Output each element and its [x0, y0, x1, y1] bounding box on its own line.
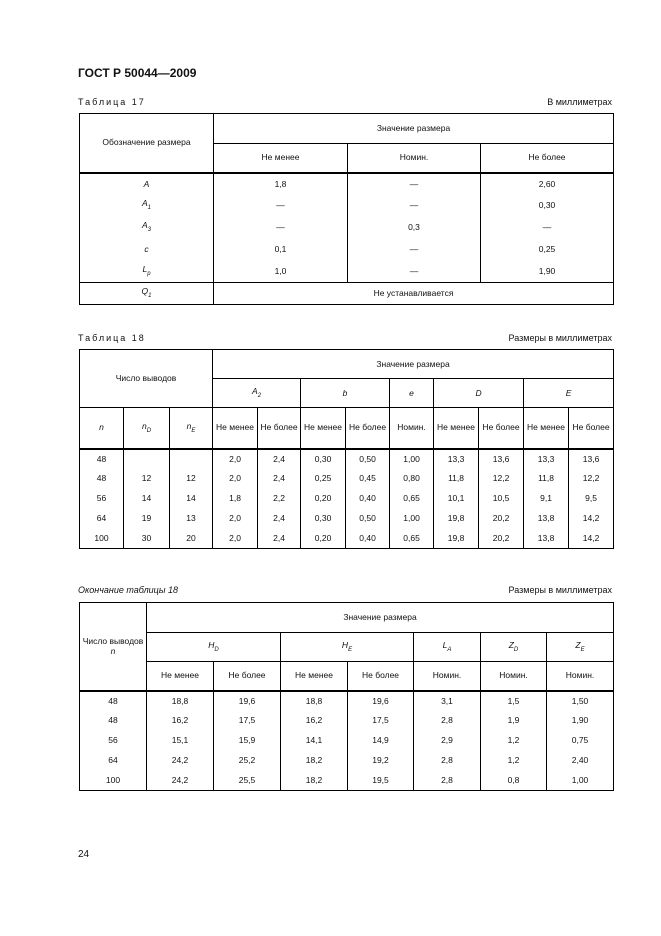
group-ZD-subscript: D [513, 646, 519, 653]
cell: 17,5 [348, 711, 414, 731]
cell: 18,2 [281, 771, 348, 791]
col-n: n [99, 422, 104, 433]
table18-value-header: Значение размера [213, 350, 614, 379]
table-row [80, 711, 614, 731]
cell: 100 [80, 529, 124, 549]
cell: 48 [80, 711, 147, 731]
table-row [80, 195, 614, 217]
group-e: e [409, 387, 414, 398]
cell: 30 [124, 529, 170, 549]
group-HD-subscript: D [214, 646, 219, 653]
group-ZE-subscript: E [580, 646, 585, 653]
group-A2-subscript: 2 [257, 392, 262, 399]
cell: 18,8 [147, 691, 214, 711]
cell: 0,3 [348, 217, 481, 239]
cell: 18,8 [281, 691, 348, 711]
max-header: Не более [258, 408, 301, 449]
group-LA-subscript: A [447, 646, 452, 653]
cell: 20,2 [479, 509, 524, 529]
table-17 [79, 113, 614, 305]
group-HE-subscript: E [348, 646, 353, 653]
min-header: Не менее [281, 662, 348, 691]
cell: 19,5 [348, 771, 414, 791]
max-header: Не более [346, 408, 390, 449]
cell: 25,2 [214, 751, 281, 771]
cell: — [348, 195, 481, 217]
cell: 0,80 [390, 469, 434, 489]
cell: 1,90 [481, 261, 614, 283]
table-row [80, 261, 614, 283]
nom-header: Номин. [414, 662, 481, 691]
cell: 14,9 [348, 731, 414, 751]
cell: 1,9 [481, 711, 547, 731]
max-header: Не более [348, 662, 414, 691]
cell: 48 [80, 449, 124, 469]
col-nD-subscript: D [146, 427, 152, 434]
nom-header: Номин. [390, 408, 434, 449]
cell: 15,9 [214, 731, 281, 751]
cell: 14,1 [281, 731, 348, 751]
cell: — [348, 261, 481, 283]
table-row [80, 449, 614, 469]
cell: 1,50 [547, 691, 614, 711]
table18b-units: Размеры в миллиметрах [508, 585, 612, 595]
page-number: 24 [78, 849, 90, 860]
cell: 2,2 [258, 489, 301, 509]
symbol-subscript: 1 [147, 205, 151, 212]
cell: 0,40 [346, 529, 390, 549]
cell: 1,90 [547, 711, 614, 731]
cell: 1,00 [390, 509, 434, 529]
cell: 24,2 [147, 771, 214, 791]
symbol-subscript: p [147, 271, 151, 277]
table-row [80, 489, 614, 509]
table-row [80, 529, 614, 549]
table-row [80, 751, 614, 771]
group-ZE: Z [575, 639, 581, 650]
table-row [80, 771, 614, 791]
cell: 2,40 [547, 751, 614, 771]
symbol: A [143, 178, 150, 189]
group-LA: L [442, 639, 448, 650]
cell: 13,8 [524, 509, 569, 529]
cell: 3,1 [414, 691, 481, 711]
cell: 16,2 [281, 711, 348, 731]
min-header: Не менее [213, 408, 258, 449]
cell: 10,1 [434, 489, 479, 509]
table18b-body [80, 691, 614, 791]
cell: 14 [170, 489, 213, 509]
cell: 12,2 [569, 469, 614, 489]
group-D: D [475, 387, 482, 398]
nom-header: Номин. [547, 662, 614, 691]
cell: 48 [80, 691, 147, 711]
cell: 1,0 [214, 261, 348, 283]
cell: 1,2 [481, 751, 547, 771]
cell: 13,8 [524, 529, 569, 549]
cell: 15,1 [147, 731, 214, 751]
max-header: Не более [569, 408, 614, 449]
cell: 20,2 [479, 529, 524, 549]
cell: 13,6 [569, 449, 614, 469]
table-row [80, 691, 614, 711]
cell: 0,75 [547, 731, 614, 751]
table18b-value-header: Значение размера [147, 603, 614, 633]
cell: 100 [80, 771, 147, 791]
cell: 19,6 [214, 691, 281, 711]
cell: 16,2 [147, 711, 214, 731]
table18b-caption: Окончание таблицы 18 [78, 585, 178, 595]
symbol: L [142, 264, 148, 274]
cell: 1,8 [214, 173, 348, 195]
cell: 0,30 [481, 195, 614, 217]
cell: 0,30 [301, 509, 346, 529]
cell: 13,6 [479, 449, 524, 469]
cell: 13,3 [434, 449, 479, 469]
min-header: Не менее [301, 408, 346, 449]
col-nE-subscript: E [191, 427, 196, 434]
symbol: c [144, 244, 149, 255]
table17-units: В миллиметрах [547, 97, 612, 107]
cell: — [481, 217, 614, 239]
table-row [80, 173, 614, 195]
cell: 13 [170, 509, 213, 529]
symbol: Q [141, 286, 149, 297]
cell: 12 [124, 469, 170, 489]
col-nD: n [141, 420, 147, 431]
table18b-pins-header: Число выводов [82, 635, 144, 646]
max-header: Не более [479, 408, 524, 449]
table18-caption: Таблица 18 [78, 333, 146, 343]
table-row [80, 731, 614, 751]
cell: 0,50 [346, 449, 390, 469]
table18b-pins-n: n [110, 646, 116, 657]
table17-max-header: Не более [481, 144, 614, 173]
table18-body [80, 449, 614, 549]
table-row [80, 283, 614, 305]
cell: 1,00 [390, 449, 434, 469]
min-header: Не менее [434, 408, 479, 449]
table-row [80, 509, 614, 529]
cell: — [348, 239, 481, 261]
cell: 1,5 [481, 691, 547, 711]
table-row [80, 217, 614, 239]
table18-units: Размеры в миллиметрах [508, 333, 612, 343]
cell: 2,60 [481, 173, 614, 195]
symbol-subscript: 3 [147, 227, 151, 234]
symbol: A [141, 198, 148, 209]
cell: 11,8 [524, 469, 569, 489]
cell: 12 [170, 469, 213, 489]
table-row [80, 239, 614, 261]
table17-min-header: Не менее [214, 144, 348, 173]
cell: 0,40 [346, 489, 390, 509]
cell: 9,5 [569, 489, 614, 509]
cell: 0,30 [301, 449, 346, 469]
symbol: A [141, 220, 148, 231]
symbol-subscript: 1 [148, 293, 152, 300]
cell: 0,8 [481, 771, 547, 791]
col-nE: n [186, 420, 192, 431]
cell: 0,65 [390, 529, 434, 549]
cell: 13,3 [524, 449, 569, 469]
cell: 0,45 [346, 469, 390, 489]
cell: 2,8 [414, 751, 481, 771]
cell: 2,0 [213, 509, 258, 529]
cell: 2,4 [258, 469, 301, 489]
cell: — [214, 217, 348, 239]
cell: 1,00 [547, 771, 614, 791]
cell: 2,4 [258, 529, 301, 549]
cell: 1,2 [481, 731, 547, 751]
merged-cell: Не устанавливается [214, 283, 614, 305]
table18-pins-header: Число выводов [80, 350, 213, 408]
cell: 0,25 [301, 469, 346, 489]
cell: 20 [170, 529, 213, 549]
cell: 11,8 [434, 469, 479, 489]
table17-designation-header: Обозначение размера [80, 114, 214, 173]
cell: 14,2 [569, 509, 614, 529]
cell: 2,0 [213, 449, 258, 469]
cell: 2,9 [414, 731, 481, 751]
cell: 12,2 [479, 469, 524, 489]
group-A2: A [252, 385, 258, 396]
cell: 2,0 [213, 529, 258, 549]
cell: 10,5 [479, 489, 524, 509]
table-18-end [79, 602, 614, 791]
min-header: Не менее [147, 662, 214, 691]
cell: 0,20 [301, 489, 346, 509]
cell: 19,8 [434, 529, 479, 549]
group-HE: H [341, 639, 349, 650]
group-HD: H [208, 639, 215, 650]
group-b: b [342, 387, 348, 398]
cell: 17,5 [214, 711, 281, 731]
table-row [80, 469, 614, 489]
max-header: Не более [214, 662, 281, 691]
cell: 19,6 [348, 691, 414, 711]
cell: 25,5 [214, 771, 281, 791]
cell: 14,2 [569, 529, 614, 549]
cell: 0,20 [301, 529, 346, 549]
cell: 18,2 [281, 751, 348, 771]
cell: 2,0 [213, 469, 258, 489]
cell: 56 [80, 731, 147, 751]
cell: — [348, 173, 481, 195]
cell: — [214, 195, 348, 217]
cell: 2,4 [258, 449, 301, 469]
cell [124, 449, 170, 469]
cell: 0,25 [481, 239, 614, 261]
cell: 19,8 [434, 509, 479, 529]
cell: 1,8 [213, 489, 258, 509]
cell: 19 [124, 509, 170, 529]
cell: 56 [80, 489, 124, 509]
cell: 14 [124, 489, 170, 509]
cell: 24,2 [147, 751, 214, 771]
table17-caption: Таблица 17 [78, 97, 146, 107]
group-ZD: Z [508, 639, 514, 650]
cell: 0,65 [390, 489, 434, 509]
cell: 64 [80, 751, 147, 771]
cell: 0,50 [346, 509, 390, 529]
cell: 19,2 [348, 751, 414, 771]
cell: 2,8 [414, 771, 481, 791]
cell: 48 [80, 469, 124, 489]
cell: 0,1 [214, 239, 348, 261]
group-E: E [565, 387, 572, 398]
cell: 2,8 [414, 711, 481, 731]
table17-nom-header: Номин. [348, 144, 481, 173]
cell: 9,1 [524, 489, 569, 509]
document-title: ГОСТ Р 50044—2009 [78, 66, 197, 80]
table17-value-header: Значение размера [214, 114, 614, 144]
cell: 2,4 [258, 509, 301, 529]
nom-header: Номин. [481, 662, 547, 691]
min-header: Не менее [524, 408, 569, 449]
cell [170, 449, 213, 469]
table-18 [79, 349, 614, 549]
cell: 64 [80, 509, 124, 529]
